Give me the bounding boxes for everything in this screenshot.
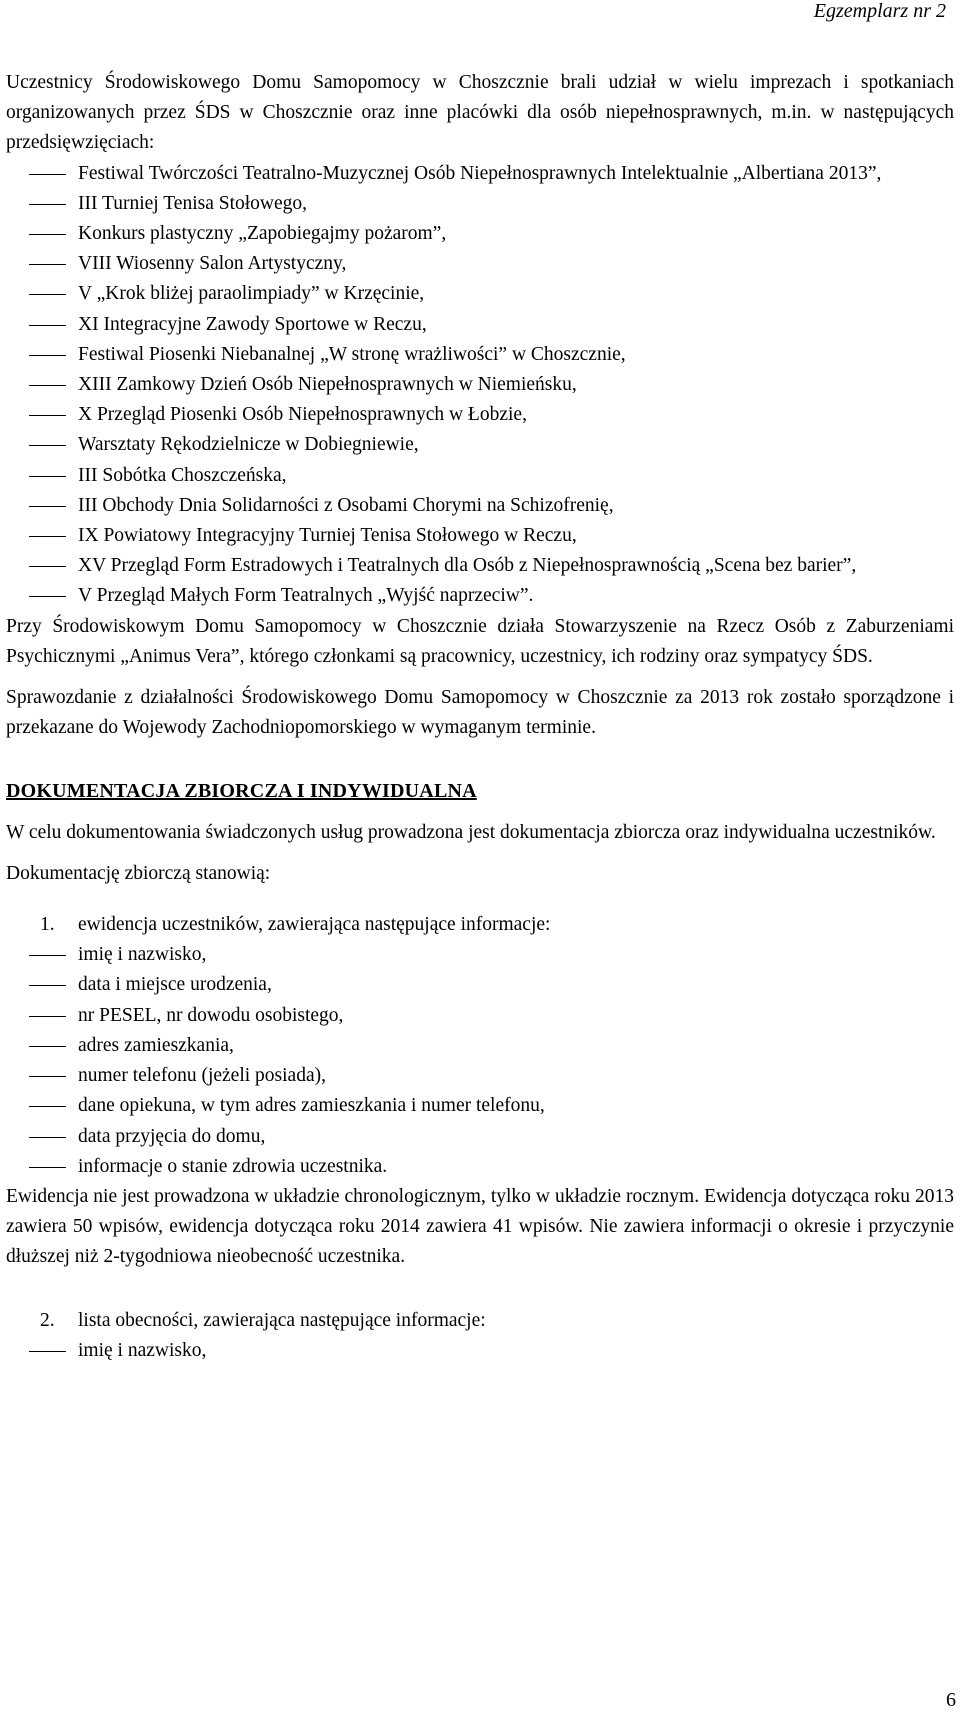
event-item: Festiwal Piosenki Niebanalnej „W stronę wrażliwości” w Choszcznie, xyxy=(6,340,954,370)
list-item: dane opiekuna, w tym adres zamieszkania i numer telefonu, xyxy=(6,1091,954,1121)
event-item: Konkurs plastyczny „Zapobiegajmy pożarom”, xyxy=(6,219,954,249)
intro-paragraph: Uczestnicy Środowiskowego Domu Samopomocy w Choszcznie brali udział w wielu imprezach i spotkaniach organizowanych przez ŚDS w Choszcznie oraz inne placówki dla osób niepełnosprawnych, m.in. w następujących przedsięwzięciach: xyxy=(6,72,954,154)
numbered-item-2 xyxy=(6,1306,954,1336)
event-item: V Przegląd Małych Form Teatralnych „Wyjść naprzeciw”. xyxy=(6,581,954,611)
register-fields-list xyxy=(6,940,954,1182)
attendance-fields-list xyxy=(6,1336,954,1366)
numbered-item-1 xyxy=(6,910,954,940)
list-item: imię i nazwisko, xyxy=(6,940,954,970)
documentation-purpose-paragraph: W celu dokumentowania świadczonych usług prowadzona jest dokumentacja zbiorcza oraz indywidualna uczestników. xyxy=(6,821,936,843)
list-item: informacje o stanie zdrowia uczestnika. xyxy=(6,1152,954,1182)
item-title: ewidencja uczestników, zawierająca następujące informacje: xyxy=(78,914,551,936)
document-copy-label: Egzemplarz nr 2 xyxy=(813,0,946,22)
event-item: VIII Wiosenny Salon Artystyczny, xyxy=(6,249,954,279)
events-list xyxy=(6,159,954,612)
collective-documentation-intro: Dokumentację zbiorczą stanowią: xyxy=(6,862,271,884)
event-item: XIII Zamkowy Dzień Osób Niepełnosprawnych w Niemieńsku, xyxy=(6,370,954,400)
item-number: 1. xyxy=(40,914,55,936)
event-item: IX Powiatowy Integracyjny Turniej Tenisa Stołowego w Reczu, xyxy=(6,521,954,551)
list-item: imię i nazwisko, xyxy=(6,1336,954,1366)
list-item: nr PESEL, nr dowodu osobistego, xyxy=(6,1001,954,1031)
association-paragraph: Przy Środowiskowym Domu Samopomocy w Choszcznie działa Stowarzyszenie na Rzecz Osób z Zaburzeniami Psychicznymi „Animus Vera”, którego członkami są pracownicy, uczestnicy, ich rodziny oraz sympatycy ŚDS. xyxy=(6,615,954,667)
event-item: Warsztaty Rękodzielnicze w Dobiegniewie, xyxy=(6,430,954,460)
list-item: data przyjęcia do domu, xyxy=(6,1122,954,1152)
list-item: data i miejsce urodzenia, xyxy=(6,970,954,1000)
page-number: 6 xyxy=(946,1689,956,1711)
register-note-paragraph: Ewidencja nie jest prowadzona w układzie chronologicznym, tylko w układzie rocznym. Ewidencja dotycząca roku 2013 zawiera 50 wpisów, ewidencja dotycząca roku 2014 zawiera 41 wpisów. Nie zawiera informacji o okresie i przyczynie dłuższej niż 2-tygodniowa nieobecność uczestnika. xyxy=(6,1185,954,1268)
event-item: XI Integracyjne Zawody Sportowe w Reczu, xyxy=(6,310,954,340)
report-paragraph: Sprawozdanie z działalności Środowiskowego Domu Samopomocy w Choszcznie za 2013 rok zostało sporządzone i przekazane do Wojewody Zachodniopomorskiego w wymaganym terminie. xyxy=(6,687,954,739)
event-item: XV Przegląd Form Estradowych i Teatralnych dla Osób z Niepełnosprawnością „Scena bez barier”, xyxy=(6,551,954,581)
list-item: adres zamieszkania, xyxy=(6,1031,954,1061)
item-number: 2. xyxy=(40,1309,55,1331)
list-item: numer telefonu (jeżeli posiada), xyxy=(6,1061,954,1091)
item-title: lista obecności, zawierająca następujące informacje: xyxy=(78,1309,486,1331)
document-body xyxy=(6,68,954,1366)
event-item: Festiwal Twórczości Teatralno-Muzycznej Osób Niepełnosprawnych Intelektualnie „Albertiana 2013”, xyxy=(6,159,954,189)
event-item: III Turniej Tenisa Stołowego, xyxy=(6,189,954,219)
event-item: III Obchody Dnia Solidarności z Osobami Chorymi na Schizofrenię, xyxy=(6,491,954,521)
event-item: X Przegląd Piosenki Osób Niepełnosprawnych w Łobzie, xyxy=(6,400,954,430)
section-heading: DOKUMENTACJA ZBIORCZA I INDYWIDUALNA xyxy=(6,780,477,803)
event-item: III Sobótka Choszczeńska, xyxy=(6,461,954,491)
event-item: V „Krok bliżej paraolimpiady” w Krzęcinie, xyxy=(6,279,954,309)
